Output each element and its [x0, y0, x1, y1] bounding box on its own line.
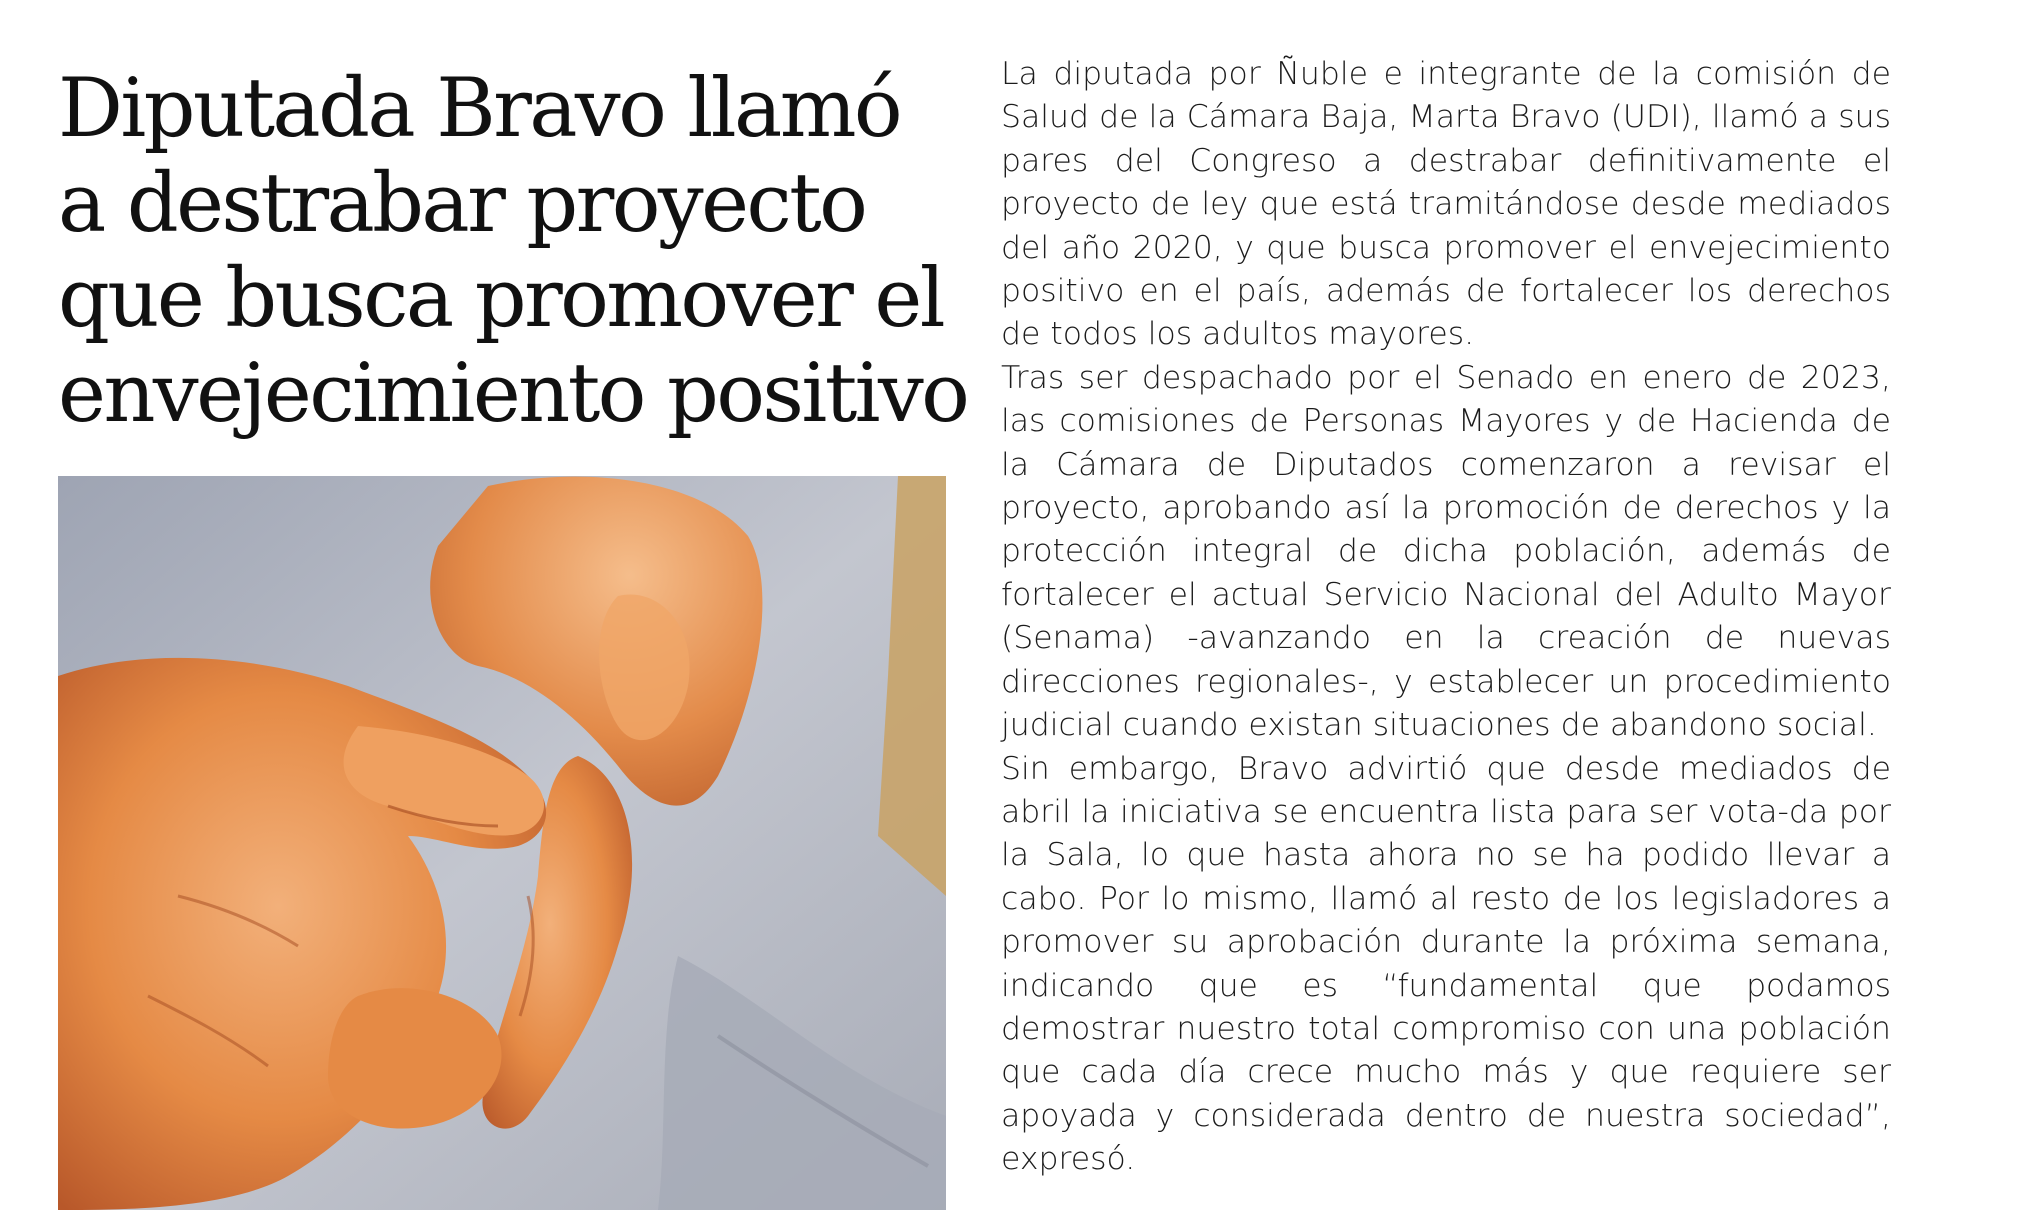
headline-line: Diputada Bravo llamó: [58, 62, 901, 156]
article-paragraph: Sin embargo, Bravo advirtió que desde mediados de abril la iniciativa se encuentra lista para ser vota-da por la Sala, lo que hasta ahora no se ha podido llevar a cabo. Por lo mismo, llamó al resto de los legisladores a promover su aprobación durante la próxima semana, indicando que es “fundamental que podamos demostrar nuestro total compromiso con una población que cada día crece mucho más y que requiere ser apoyada y considerada dentro de nuestra sociedad”, expresó.: [1001, 750, 1891, 1178]
headline-line: envejecimiento positivo: [58, 347, 968, 441]
article-headline: [58, 62, 968, 442]
article-paragraph: Tras ser despachado por el Senado en enero de 2023, las comisiones de Personas Mayores y de Hacienda de la Cámara de Diputados comenzaron a revisar el proyecto, aprobando así la promoción de derechos y la protección integral de dicha población, además de fortalecer el actual Servicio Nacional del Adulto Mayor (Senama) -avanzando en la creación de nuevas direcciones regionales-, y establecer un procedimiento judicial cuando existan situaciones de abandono social.: [1001, 359, 1891, 744]
headline-line: que busca promover el: [58, 252, 944, 346]
headline-line: a destrabar proyecto: [58, 157, 866, 251]
elderly-hands-photo: [58, 476, 946, 1210]
article-paragraph: La diputada por Ñuble e integrante de la comisión de Salud de la Cámara Baja, Marta Bravo (UDI), llamó a sus pares del Congreso a destrabar definitivamente el proyecto de ley que está tramitándose desde mediados del año 2020, y que busca promover el envejecimiento positivo en el país, además de fortalecer los derechos de todos los adultos mayores.: [1001, 56, 1891, 353]
article-photo: [58, 476, 946, 1210]
article-body: [1001, 53, 1891, 1182]
